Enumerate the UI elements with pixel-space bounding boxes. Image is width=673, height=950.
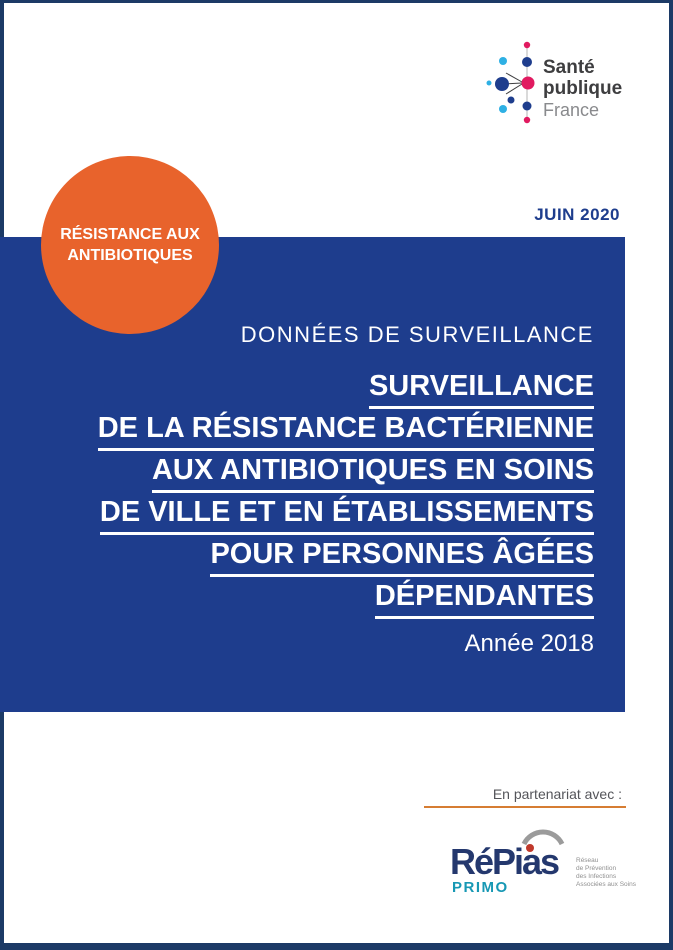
title-line bbox=[98, 456, 594, 493]
resistance-antibiotiques-badge bbox=[41, 156, 219, 334]
document-title bbox=[98, 372, 594, 624]
spf-logo-text-publique: publique bbox=[543, 78, 623, 99]
publication-date: JUIN 2020 bbox=[534, 205, 620, 224]
spf-logo-text-sante: Santé bbox=[543, 57, 595, 78]
repias-tagline-line: de Prévention bbox=[576, 865, 617, 872]
title-line-text: DE LA RÉSISTANCE BACTÉRIENNE bbox=[98, 414, 594, 451]
repias-tagline-line: Réseau bbox=[576, 857, 599, 864]
repias-tagline-line: Associées aux Soins bbox=[576, 881, 636, 888]
title-line-text: POUR PERSONNES ÂGÉES bbox=[210, 540, 594, 577]
title-line bbox=[98, 582, 594, 619]
title-line bbox=[98, 372, 594, 409]
title-line-text: SURVEILLANCE bbox=[369, 372, 594, 409]
title-line-text: AUX ANTIBIOTIQUES EN SOINS bbox=[152, 456, 594, 493]
repias-tagline-line: des Infections bbox=[576, 873, 617, 880]
title-line-text: DÉPENDANTES bbox=[375, 582, 594, 619]
title-line bbox=[98, 498, 594, 535]
badge-line-1: RÉSISTANCE AUX bbox=[60, 226, 200, 243]
repias-primo-text: PRIMO bbox=[452, 879, 509, 896]
partnership-label: En partenariat avec : bbox=[492, 786, 622, 802]
repias-tagline bbox=[576, 857, 637, 888]
repias-primo-logo bbox=[450, 826, 650, 898]
badge-line-2: ANTIBIOTIQUES bbox=[67, 247, 193, 264]
sante-publique-france-logo bbox=[470, 30, 670, 140]
spf-logo-text-france: France bbox=[543, 100, 600, 120]
title-line bbox=[98, 540, 594, 577]
page-frame-right bbox=[669, 0, 673, 950]
spf-logo-mark-icon bbox=[487, 42, 535, 123]
page-frame-top bbox=[0, 0, 673, 3]
title-line bbox=[98, 414, 594, 451]
title-line-text: DE VILLE ET EN ÉTABLISSEMENTS bbox=[100, 498, 594, 535]
report-year: Année 2018 bbox=[464, 630, 594, 657]
page-frame-bottom bbox=[0, 943, 673, 950]
repias-name-text: RéPias bbox=[450, 841, 559, 882]
document-kicker: DONNÉES DE SURVEILLANCE bbox=[240, 322, 594, 347]
partnership-divider bbox=[424, 806, 626, 808]
